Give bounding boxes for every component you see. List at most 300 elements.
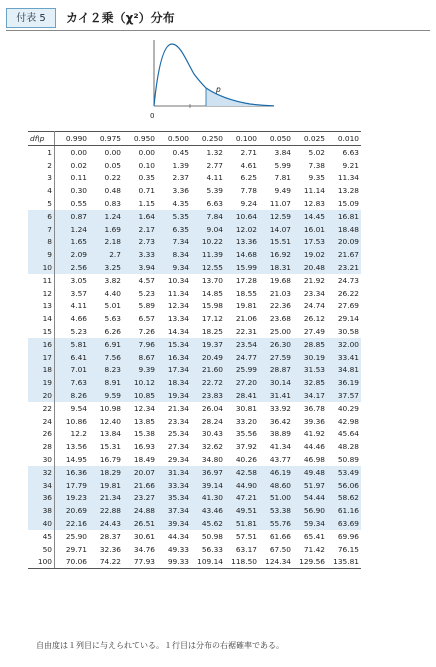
value-cell: 71.42 — [303, 544, 325, 554]
value-cell: 135.81 — [327, 556, 361, 569]
value-cell: 30.43 — [201, 429, 223, 439]
table-row — [28, 325, 361, 338]
value-cell: 48.60 — [259, 479, 293, 492]
df-cell: 28 — [28, 440, 55, 453]
value-cell: 36.42 — [269, 416, 291, 426]
value-cell: 19.34 — [157, 389, 191, 402]
table-row — [28, 261, 361, 274]
value-cell: 13.56 — [65, 442, 87, 452]
chi-square-table — [28, 131, 361, 569]
value-cell: 4.57 — [138, 275, 155, 285]
value-cell: 19.81 — [89, 479, 123, 492]
df-cell: 7 — [28, 223, 55, 236]
value-cell: 21.03 — [269, 288, 291, 298]
value-cell: 22.88 — [89, 504, 123, 517]
table-row — [28, 415, 361, 428]
value-cell: 51.00 — [259, 492, 293, 505]
value-cell: 4.61 — [240, 160, 257, 170]
table-row — [28, 504, 361, 517]
value-cell: 1.65 — [55, 236, 90, 249]
df-cell: 16 — [28, 338, 55, 351]
value-cell: 13.36 — [225, 236, 259, 249]
value-cell: 55.76 — [259, 517, 293, 530]
value-cell: 7.78 — [240, 186, 257, 196]
value-cell: 5.89 — [138, 301, 155, 311]
table-row — [28, 556, 361, 569]
value-cell: 6.35 — [157, 223, 191, 236]
value-cell: 1.69 — [89, 223, 123, 236]
value-cell: 19.02 — [293, 248, 327, 261]
value-cell: 118.50 — [225, 556, 259, 569]
table-row — [28, 543, 361, 556]
value-cell: 6.63 — [206, 199, 223, 209]
table-row — [28, 530, 361, 543]
column-header: 0.990 — [55, 132, 90, 146]
value-cell: 27.34 — [167, 442, 189, 452]
value-cell: 0.87 — [55, 210, 90, 223]
df-cell: 40 — [28, 517, 55, 530]
value-cell: 54.44 — [293, 492, 327, 505]
value-cell: 45.62 — [191, 517, 225, 530]
table-header — [6, 8, 430, 30]
value-cell: 21.06 — [235, 314, 257, 324]
value-cell: 32.00 — [327, 338, 361, 351]
value-cell: 4.35 — [172, 199, 189, 209]
value-cell: 12.40 — [99, 416, 121, 426]
table-row — [28, 402, 361, 415]
column-header: 0.950 — [123, 132, 157, 146]
value-cell: 16.93 — [133, 442, 155, 452]
value-cell: 0.83 — [104, 199, 121, 209]
value-cell: 20.49 — [191, 351, 225, 364]
column-header: 0.500 — [157, 132, 191, 146]
value-cell: 49.33 — [167, 544, 189, 554]
value-cell: 25.00 — [269, 327, 291, 337]
value-cell: 34.17 — [293, 389, 327, 402]
value-cell: 37.92 — [235, 442, 257, 452]
appendix-tag: 付表 5 — [6, 8, 56, 28]
value-cell: 44.34 — [167, 531, 189, 541]
value-cell: 12.34 — [167, 301, 189, 311]
df-cell: 20 — [28, 389, 55, 402]
value-cell: 36.78 — [303, 403, 325, 413]
value-cell: 18.34 — [157, 376, 191, 389]
footnote: 自由度は１列目に与えられている。１行目は分布の右裾確率である。 — [36, 641, 284, 650]
value-cell: 19.68 — [269, 275, 291, 285]
value-cell: 30.81 — [235, 403, 257, 413]
value-cell: 53.49 — [327, 466, 361, 479]
value-cell: 21.60 — [191, 364, 225, 377]
table-row — [28, 466, 361, 479]
value-cell: 44.90 — [225, 479, 259, 492]
value-cell: 14.68 — [225, 248, 259, 261]
value-cell: 21.34 — [167, 403, 189, 413]
value-cell: 39.14 — [191, 479, 225, 492]
value-cell: 42.58 — [225, 466, 259, 479]
value-cell: 47.21 — [225, 492, 259, 505]
df-cell: 14 — [28, 312, 55, 325]
value-cell: 5.39 — [206, 186, 223, 196]
df-cell: 13 — [28, 300, 55, 313]
value-cell: 18.55 — [235, 288, 257, 298]
value-cell: 18.29 — [89, 466, 123, 479]
df-cell: 3 — [28, 172, 55, 185]
value-cell: 25.99 — [225, 364, 259, 377]
value-cell: 24.77 — [225, 351, 259, 364]
df-cell: 8 — [28, 236, 55, 249]
value-cell: 14.34 — [167, 327, 189, 337]
df-cell: 100 — [28, 556, 55, 569]
value-cell: 76.15 — [337, 544, 359, 554]
value-cell: 8.67 — [123, 351, 157, 364]
value-cell: 18.49 — [133, 455, 155, 465]
value-cell: 10.34 — [167, 275, 189, 285]
df-cell: 22 — [28, 402, 55, 415]
value-cell: 43.46 — [191, 504, 225, 517]
table-row — [28, 197, 361, 210]
value-cell: 58.62 — [327, 492, 361, 505]
value-cell: 0.35 — [138, 173, 155, 183]
value-cell: 21.92 — [303, 275, 325, 285]
value-cell: 51.97 — [293, 479, 327, 492]
value-cell: 23.83 — [191, 389, 225, 402]
value-cell: 22.31 — [235, 327, 257, 337]
value-cell: 16.92 — [259, 248, 293, 261]
value-cell: 15.98 — [201, 301, 223, 311]
value-cell: 0.11 — [70, 173, 87, 183]
value-cell: 15.31 — [99, 442, 121, 452]
value-cell: 0.05 — [104, 160, 121, 170]
value-cell: 99.33 — [157, 556, 191, 569]
value-cell: 56.33 — [201, 544, 223, 554]
value-cell: 41.34 — [269, 442, 291, 452]
value-cell: 23.27 — [123, 492, 157, 505]
value-cell: 20.07 — [123, 466, 157, 479]
value-cell: 8.34 — [157, 248, 191, 261]
value-cell: 2.56 — [55, 261, 90, 274]
value-cell: 0.10 — [138, 160, 155, 170]
value-cell: 28.37 — [99, 531, 121, 541]
value-cell: 23.68 — [269, 314, 291, 324]
value-cell: 26.30 — [259, 338, 293, 351]
table-row — [28, 159, 361, 172]
value-cell: 18.31 — [259, 261, 293, 274]
df-cell: 10 — [28, 261, 55, 274]
value-cell: 0.00 — [138, 147, 155, 157]
value-cell: 42.98 — [337, 416, 359, 426]
value-cell: 8.23 — [89, 364, 123, 377]
value-cell: 0.00 — [104, 147, 121, 157]
value-cell: 9.49 — [274, 186, 291, 196]
df-cell: 50 — [28, 543, 55, 556]
value-cell: 4.11 — [206, 173, 223, 183]
value-cell: 7.56 — [89, 351, 123, 364]
value-cell: 21.34 — [89, 492, 123, 505]
value-cell: 46.98 — [303, 455, 325, 465]
value-cell: 2.09 — [55, 248, 90, 261]
value-cell: 15.99 — [225, 261, 259, 274]
column-header: 0.025 — [293, 132, 327, 146]
table-row — [28, 453, 361, 466]
value-cell: 29.34 — [167, 455, 189, 465]
value-cell: 33.34 — [157, 479, 191, 492]
value-cell: 27.20 — [225, 376, 259, 389]
value-cell: 34.81 — [327, 364, 361, 377]
value-cell: 4.66 — [70, 314, 87, 324]
value-cell: 32.85 — [293, 376, 327, 389]
value-cell: 2.18 — [89, 236, 123, 249]
value-cell: 3.25 — [89, 261, 123, 274]
value-cell: 4.40 — [104, 288, 121, 298]
value-cell: 51.81 — [225, 517, 259, 530]
value-cell: 6.41 — [55, 351, 90, 364]
value-cell: 3.05 — [70, 275, 87, 285]
value-cell: 23.21 — [327, 261, 361, 274]
value-cell: 10.98 — [99, 403, 121, 413]
value-cell: 6.26 — [104, 327, 121, 337]
table-row — [28, 389, 361, 402]
value-cell: 1.24 — [55, 223, 90, 236]
value-cell: 28.85 — [293, 338, 327, 351]
value-cell: 37.57 — [327, 389, 361, 402]
value-cell: 13.85 — [133, 416, 155, 426]
value-cell: 57.51 — [235, 531, 257, 541]
value-cell: 6.25 — [240, 173, 257, 183]
df-cell: 30 — [28, 453, 55, 466]
table-row — [28, 287, 361, 300]
value-cell: 2.7 — [89, 248, 123, 261]
value-cell: 7.01 — [55, 364, 90, 377]
value-cell: 28.87 — [259, 364, 293, 377]
header-rule — [6, 30, 430, 31]
value-cell: 15.09 — [337, 199, 359, 209]
value-cell: 63.69 — [327, 517, 361, 530]
df-cell: 15 — [28, 325, 55, 338]
zero-label: 0 — [150, 112, 155, 120]
value-cell: 12.59 — [259, 210, 293, 223]
value-cell: 7.38 — [308, 160, 325, 170]
value-cell: 25.34 — [167, 429, 189, 439]
value-cell: 77.93 — [123, 556, 157, 569]
table-row — [28, 274, 361, 287]
value-cell: 31.53 — [293, 364, 327, 377]
value-cell: 7.34 — [157, 236, 191, 249]
value-cell: 28.41 — [225, 389, 259, 402]
value-cell: 0.48 — [104, 186, 121, 196]
value-cell: 11.34 — [167, 288, 189, 298]
value-cell: 6.57 — [138, 314, 155, 324]
df-cell: 17 — [28, 351, 55, 364]
df-cell: 11 — [28, 274, 55, 287]
value-cell: 4.11 — [70, 301, 87, 311]
table-row — [28, 300, 361, 313]
value-cell: 34.76 — [133, 544, 155, 554]
value-cell: 14.95 — [65, 455, 87, 465]
value-cell: 3.57 — [70, 288, 87, 298]
value-cell: 48.28 — [337, 442, 359, 452]
value-cell: 49.51 — [225, 504, 259, 517]
value-cell: 26.22 — [337, 288, 359, 298]
value-cell: 3.33 — [123, 248, 157, 261]
column-header: 0.975 — [89, 132, 123, 146]
value-cell: 0.30 — [70, 186, 87, 196]
value-cell: 23.34 — [167, 416, 189, 426]
value-cell: 74.22 — [89, 556, 123, 569]
value-cell: 19.23 — [55, 492, 90, 505]
value-cell: 33.41 — [327, 351, 361, 364]
table-row — [28, 351, 361, 364]
value-cell: 7.26 — [138, 327, 155, 337]
column-header: 0.250 — [191, 132, 225, 146]
value-cell: 22.16 — [55, 517, 90, 530]
value-cell: 9.59 — [89, 389, 123, 402]
value-cell: 24.73 — [337, 275, 359, 285]
value-cell: 36.97 — [191, 466, 225, 479]
value-cell: 24.88 — [123, 504, 157, 517]
value-cell: 12.02 — [225, 223, 259, 236]
value-cell: 61.16 — [327, 504, 361, 517]
df-cell: 4 — [28, 184, 55, 197]
value-cell: 10.86 — [65, 416, 87, 426]
value-cell: 18.25 — [201, 327, 223, 337]
value-cell: 17.79 — [55, 479, 90, 492]
value-cell: 11.07 — [269, 199, 291, 209]
df-cell: 34 — [28, 479, 55, 492]
value-cell: 40.26 — [235, 455, 257, 465]
value-cell: 13.34 — [167, 314, 189, 324]
value-cell: 10.12 — [123, 376, 157, 389]
df-cell: 18 — [28, 364, 55, 377]
value-cell: 31.34 — [157, 466, 191, 479]
value-cell: 5.81 — [55, 338, 90, 351]
value-cell: 2.37 — [172, 173, 189, 183]
value-cell: 23.34 — [303, 288, 325, 298]
value-cell: 2.17 — [123, 223, 157, 236]
value-cell: 0.71 — [138, 186, 155, 196]
df-cell: 19 — [28, 376, 55, 389]
value-cell: 34.80 — [201, 455, 223, 465]
p-label: p — [216, 85, 221, 94]
df-cell: 2 — [28, 159, 55, 172]
value-cell: 20.09 — [327, 236, 361, 249]
value-cell: 16.36 — [55, 466, 90, 479]
value-cell: 38.89 — [269, 429, 291, 439]
value-cell: 3.82 — [104, 275, 121, 285]
value-cell: 29.71 — [65, 544, 87, 554]
value-cell: 11.34 — [337, 173, 359, 183]
value-cell: 53.38 — [259, 504, 293, 517]
value-cell: 109.14 — [191, 556, 225, 569]
df-cell: 5 — [28, 197, 55, 210]
value-cell: 35.34 — [157, 492, 191, 505]
value-cell: 41.30 — [191, 492, 225, 505]
table-row — [28, 312, 361, 325]
value-cell: 0.02 — [70, 160, 87, 170]
df-cell: 36 — [28, 492, 55, 505]
value-cell: 1.24 — [89, 210, 123, 223]
chi-square-density-figure — [140, 36, 280, 122]
df-cell: 38 — [28, 504, 55, 517]
df-cell: 24 — [28, 415, 55, 428]
value-cell: 25.90 — [65, 531, 87, 541]
value-cell: 14.07 — [259, 223, 293, 236]
table-row — [28, 223, 361, 236]
value-cell: 5.99 — [274, 160, 291, 170]
value-cell: 14.45 — [293, 210, 327, 223]
value-cell: 9.39 — [123, 364, 157, 377]
value-cell: 49.48 — [293, 466, 327, 479]
value-cell: 14.85 — [201, 288, 223, 298]
value-cell: 43.77 — [269, 455, 291, 465]
value-cell: 26.12 — [303, 314, 325, 324]
value-cell: 5.23 — [70, 327, 87, 337]
value-cell: 24.74 — [303, 301, 325, 311]
value-cell: 21.67 — [327, 248, 361, 261]
table-header-row — [28, 132, 361, 146]
value-cell: 46.19 — [259, 466, 293, 479]
value-cell: 39.34 — [157, 517, 191, 530]
table-row — [28, 146, 361, 159]
value-cell: 129.56 — [293, 556, 327, 569]
value-cell: 56.06 — [327, 479, 361, 492]
value-cell: 3.94 — [123, 261, 157, 274]
value-cell: 1.32 — [206, 147, 223, 157]
value-cell: 65.41 — [303, 531, 325, 541]
df-cell: 1 — [28, 146, 55, 159]
value-cell: 2.77 — [206, 160, 223, 170]
value-cell: 30.19 — [293, 351, 327, 364]
value-cell: 63.17 — [235, 544, 257, 554]
table-row — [28, 172, 361, 185]
value-cell: 69.96 — [337, 531, 359, 541]
value-cell: 61.66 — [269, 531, 291, 541]
value-cell: 26.51 — [123, 517, 157, 530]
value-cell: 7.63 — [55, 376, 90, 389]
value-cell: 3.36 — [172, 186, 189, 196]
value-cell: 0.55 — [70, 199, 87, 209]
value-cell: 50.98 — [201, 531, 223, 541]
value-cell: 11.39 — [191, 248, 225, 261]
df-cell: 6 — [28, 210, 55, 223]
value-cell: 5.02 — [308, 147, 325, 157]
value-cell: 10.85 — [123, 389, 157, 402]
value-cell: 19.81 — [235, 301, 257, 311]
value-cell: 7.96 — [123, 338, 157, 351]
value-cell: 21.66 — [123, 479, 157, 492]
value-cell: 31.41 — [259, 389, 293, 402]
value-cell: 17.53 — [293, 236, 327, 249]
value-cell: 20.69 — [55, 504, 90, 517]
value-cell: 2.71 — [240, 147, 257, 157]
value-cell: 20.48 — [293, 261, 327, 274]
value-cell: 0.00 — [70, 147, 87, 157]
value-cell: 10.64 — [225, 210, 259, 223]
value-cell: 24.43 — [89, 517, 123, 530]
value-cell: 45.64 — [337, 429, 359, 439]
value-cell: 5.63 — [104, 314, 121, 324]
value-cell: 12.2 — [70, 429, 87, 439]
value-cell: 59.34 — [293, 517, 327, 530]
df-cell: 32 — [28, 466, 55, 479]
value-cell: 30.58 — [337, 327, 359, 337]
table-row — [28, 364, 361, 377]
value-cell: 7.84 — [191, 210, 225, 223]
value-cell: 0.45 — [172, 147, 189, 157]
value-cell: 33.20 — [235, 416, 257, 426]
value-cell: 22.36 — [269, 301, 291, 311]
value-cell: 9.21 — [342, 160, 359, 170]
value-cell: 30.14 — [259, 376, 293, 389]
